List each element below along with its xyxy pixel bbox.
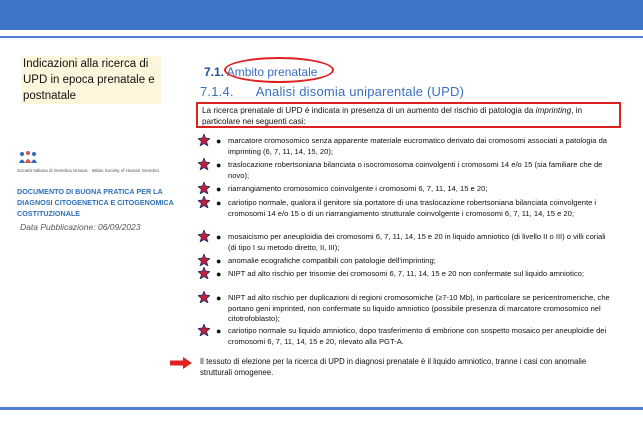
publication-date: Data Pubblicazione: 06/09/2023: [20, 222, 141, 232]
list-item-text: NIPT ad alto rischio per duplicazioni di regioni cromosomiche (≥7-10 Mb), in particolare se pericentromeriche, che portano geni imprinted, non confermate su liquido amniotico (possibile presenza di marcatore cromosomico nel citotrofoblasto);: [228, 293, 610, 324]
section-label: Ambito prenatale: [226, 65, 318, 79]
star-marker-icon: [198, 230, 210, 242]
society-logo-icon: [18, 150, 38, 164]
star-marker-icon: [198, 267, 210, 279]
intro-text: La ricerca prenatale di UPD è indicata in presenza di un aumento del rischio di patologia da: [202, 106, 536, 115]
subsection-label: Analisi disomia uniparentale (UPD): [255, 84, 465, 99]
society-name: Società Italiana di Genetica Umana · Italian Society of Human Genetics: [17, 168, 160, 173]
list-item-text: cariotipo normale, qualora il genitore sia portatore di una traslocazione robertsoniana bilanciata coinvolgente i cromosomi 14 e/o 15 o di un riarrangiamento strutturale coinvolgente i cromosomi 6, 7, 11, 14, 15 e 20;: [228, 198, 597, 218]
red-arrow-icon: [170, 357, 192, 369]
star-marker-icon: [198, 196, 210, 208]
section-number: 7.1.: [204, 65, 225, 79]
bullet-dot: ●: [216, 184, 222, 194]
list-item-text: anomalie ecografiche compatibili con patologie dell'imprinting;: [228, 256, 436, 265]
subsection-number: 7.1.4.: [200, 84, 234, 99]
header-divider: [0, 36, 643, 38]
bullet-dot: ●: [216, 136, 222, 146]
star-marker-icon: [198, 291, 210, 303]
header-bar: [0, 0, 643, 30]
list-item-text: traslocazione robertsoniana bilanciata o isocromosoma coinvolgenti i cromosomi 14 e/o 15 (sia familiare che de novo);: [228, 160, 603, 180]
bullet-dot: ●: [216, 269, 222, 279]
intro-text-end: , in particolare nei seguenti casi:: [202, 106, 583, 126]
list-item-text: marcatore cromosomico senza apparente materiale eucromatico derivato dai cromosomi associati a patologia da imprinting (6, 7, 11, 14, 15, 20);: [228, 136, 608, 156]
footer-divider: [0, 407, 643, 410]
subsection-heading: [200, 84, 464, 99]
intro-italic: imprinting: [535, 106, 572, 115]
intro-highlight-box: [196, 102, 621, 128]
highlight-circle: [224, 57, 334, 83]
bullet-dot: ●: [216, 256, 222, 266]
bullet-dot: ●: [216, 232, 222, 242]
list-item-text: riarrangiamento cromosomico coinvolgente i cromosomi 6, 7, 11, 14, 15 e 20;: [228, 184, 488, 193]
list-item-text: NIPT ad alto rischio per trisomie dei cromosomi 6, 7, 11, 14, 15 e 20 non confermate sul liquido amniotico;: [228, 269, 584, 278]
list-item-text: cariotipo normale su liquido amniotico, dopo trasferimento di embrione con sospetto mosaico per aneuploidie dei cromosomi 6, 7, 11, 14, 15 e 20, rilevato alla PGT-A.: [228, 326, 607, 346]
list-item-text: mosaicismo per aneuploidia dei cromosomi 6, 7, 11, 14, 15 e 20 in liquido amniotico (di livello II o III) o villi coriali (di tipo I su metodo diretto, II, III);: [228, 232, 606, 252]
star-marker-icon: [198, 158, 210, 170]
bullet-dot: ●: [216, 326, 222, 336]
bullet-dot: ●: [216, 198, 222, 208]
side-note: Indicazioni alla ricerca di UPD in epoca prenatale e postnatale: [21, 56, 161, 104]
document-title: DOCUMENTO DI BUONA PRATICA PER LA DIAGNOSI CITOGENETICA E CITOGENOMICA COSTITUZIONALE: [17, 187, 174, 218]
star-marker-icon: [198, 134, 210, 146]
bullet-dot: ●: [216, 160, 222, 170]
conclusion-text: Il tessuto di elezione per la ricerca di UPD in diagnosi prenatale è il liquido amniotico, tranne i casi con anomalie strutturali omogenee.: [200, 357, 587, 377]
star-marker-icon: [198, 182, 210, 194]
bullet-dot: ●: [216, 293, 222, 303]
star-marker-icon: [198, 324, 210, 336]
star-marker-icon: [198, 254, 210, 266]
